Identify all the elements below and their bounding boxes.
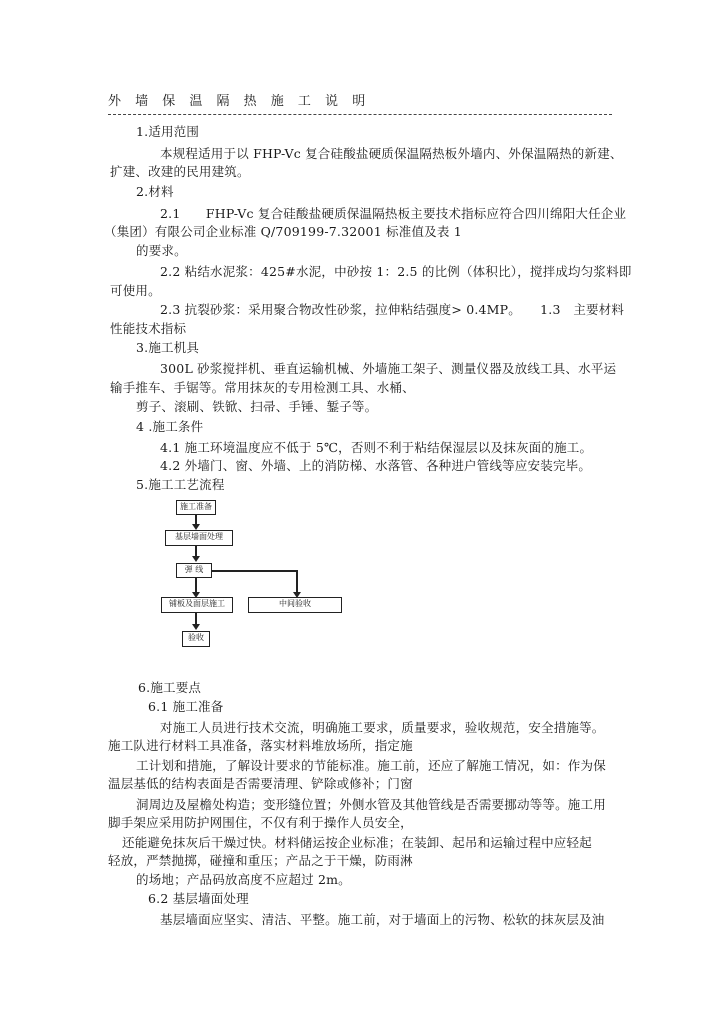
body-line: 温层基低的结构表面是否需要清理、铲除或修补；门窗 [108,776,413,791]
body-line: 洞周边及屋檐处构造；变形缝位置；外侧水管及其他管线是否需要挪动等等。施工用 [136,797,606,812]
flow-arrow [192,624,200,630]
body-line: 本规程适用于以 FHP-Vc 复合硅酸盐硬质保温隔热板外墙内、外保温隔热的新建、 [160,146,623,161]
section-4-heading: 4 .施工条件 [136,419,204,434]
body-line: 施工队进行材料工具准备，落实材料堆放场所，指定施 [108,738,413,753]
flow-step-preparation: 施工准备 [176,500,216,515]
body-line: 300L 砂浆搅拌机、垂直运输机械、外墙施工架子、测量仪器及放线工具、水平运 [160,361,617,376]
body-line: 可使用。 [110,283,161,298]
flow-step-board-surface: 铺板及面层施工 [161,597,233,613]
flow-connector [296,570,298,594]
body-line: 轻放，严禁抛掷，碰撞和重压；产品之于干燥，防雨淋 [108,853,413,868]
section-6-heading: 6.施工要点 [138,680,202,695]
body-line: 的场地；产品码放高度不应超过 2m。 [136,872,351,887]
section-1-heading: 1.适用范围 [136,124,200,139]
body-line: 还能避免抹灰后干燥过快。材料储运按企业标准；在装卸、起吊和运输过程中应轻起 [122,835,592,850]
body-line: 剪子、滚刷、铁锨、扫帚、手锤、錾子等。 [136,399,378,414]
flow-step-marking: 弹 线 [176,563,212,578]
flow-arrow [192,556,200,562]
body-line: 输手推车、手锯等。常用抹灰的专用检测工具、水桶、 [110,380,415,395]
body-line: 2.3 抗裂砂浆：采用聚合物改性砂浆，拉伸粘结强度> 0.4MP。 1.3 主要材料 [160,302,625,317]
flow-branch-line [212,570,297,572]
body-line: 工计划和措施，了解设计要求的节能标准。施工前，还应了解施工情况，如：作为保 [136,758,606,773]
body-line: 4.1 施工环境温度应不低于 5℃，否则不利于粘结保湿层以及抹灰面的施工。 [160,440,593,455]
section-5-heading: 5.施工工艺流程 [136,477,225,492]
flow-step-base-wall: 基层墙面处理 [165,530,233,546]
subsection-heading: 6.2 基层墙面处理 [148,891,249,906]
section-3-heading: 3.施工机具 [136,340,200,355]
body-line: 的要求。 [136,243,187,258]
body-line: 性能技术指标 [110,321,187,336]
body-line: 2.2 粘结水泥浆：425#水泥，中砂按 1：2.5 的比例（体积比），搅拌成均匀浆料即 [160,264,632,279]
body-line: 扩建、改建的民用建筑。 [110,164,250,179]
body-line: 2.1 FHP-Vc 复合硅酸盐硬质保温隔热板主要技术指标应符合四川绵阳大任企业 [160,206,627,221]
flow-step-intermediate-inspection: 中间验收 [248,597,342,613]
document-title: 外 墙 保 温 隔 热 施 工 说 明 [108,94,371,109]
body-line: 4.2 外墙门、窗、外墙、上的消防梯、水落管、各种进户管线等应安装完毕。 [160,458,592,473]
section-2-heading: 2.材料 [136,184,174,199]
title-divider [108,114,612,115]
body-line: 脚手架应采用防护网围住，不仅有利于操作人员安全， [108,815,413,830]
flow-step-acceptance: 验收 [182,631,210,647]
body-line: 基层墙面应坚实、清洁、平整。施工前，对于墙面上的污物、松软的抹灰层及油 [160,912,605,927]
subsection-heading: 6.1 施工准备 [148,699,224,714]
body-line: 对施工人员进行技术交流，明确施工要求，质量要求，验收规范，安全措施等。 [160,720,605,735]
body-line: （集团）有限公司企业标准 Q/709199-7.32001 标准值及表 1 [104,224,462,239]
